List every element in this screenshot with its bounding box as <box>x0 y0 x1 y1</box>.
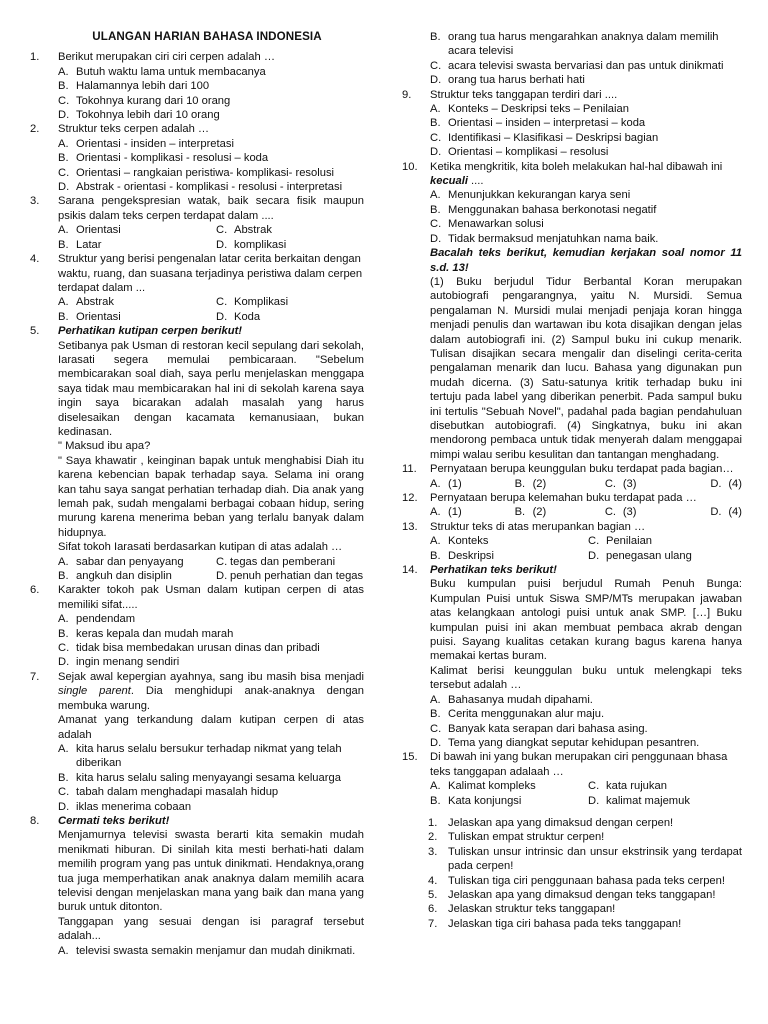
option: C. tabah dalam menghadapi masalah hidup <box>58 786 279 799</box>
option: A. Orientasi <box>58 224 121 237</box>
question-12: 12. Pernyataan berupa kelemahan buku terdapat pada … <box>402 492 697 504</box>
option: B. Halamannya lebih dari 100 <box>58 80 210 93</box>
option: B. Latar <box>58 238 102 251</box>
right-column <box>402 30 742 931</box>
option: D. Tokohnya lebih dari 10 orang <box>58 109 220 122</box>
option: C. Komplikasi <box>216 296 289 309</box>
essay-question: 3. Tuliskan unsur intrinsic dan unsur ekstrinsik yang terdapat pada cerpen! <box>428 845 742 873</box>
question-heading: Cermati teks berikut! <box>58 814 170 827</box>
option: D. Orientasi – komplikasi – resolusi <box>430 146 609 159</box>
question-heading: Perhatikan teks berikut! <box>430 564 557 577</box>
option: D. Tema yang diangkat seputar kehidupan pesantren. <box>430 736 700 749</box>
option-row <box>30 238 364 252</box>
question-15: 15. Di bawah ini yang bukan merupakan ciri penggunaan bhasa teks tanggapan adalaah … <box>402 751 728 778</box>
option-row <box>30 310 364 324</box>
question-13: 13. Struktur teks di atas merupankan bagian … <box>402 520 646 533</box>
question-1: 1. Berikut merupakan ciri ciri cerpen adalah … <box>30 51 276 64</box>
option: C. Tokohnya kurang dari 10 orang <box>58 94 231 107</box>
option: A. (1) <box>430 506 462 519</box>
question-prompt: Tanggapan yang sesuai dengan isi paragraf tersebut adalah... <box>58 915 364 943</box>
essay-question: 6. Jelaskan struktur teks tanggapan! <box>428 903 616 916</box>
question-prompt: Amanat yang terkandung dalam kutipan cerpen di atas adalah <box>58 714 364 741</box>
option-row <box>402 477 742 491</box>
option: B. angkuh dan disiplin <box>58 570 172 583</box>
reading-text: (1) Buku berjudul Tidur Berbantal Koran merupakan autobiografi pengarangnya, yaitu N. Mursidi. Semua pengalaman N. Mursidi mulai menjadi penjaja koran hingga menjadi penulis dan wartawan ibu kota disajikan dengan jelas dalam autobiografi ini. (2) Sampul buku ini cukup menarik. Tulisan disajikan secara mengalir dan diselingi cerita-cerita pengalaman menarik dan lucu. Bahasa yang digunakan pun mudah dicerna. (3) Satu-satunya kritik terhadap buku ini tertuju pada label yang diberikan penerbit. Pada sampul buku ini tertulis "Sebuah Novel", padahal pada bagian pendahuluan disebutkan autobiografi. (4) Singkatnya, buku ini akan mendorong pembaca untuk tidak menyerah dalam menggapai mimpi walau seribu kesulitan dan tantangan menghadang. <box>430 275 742 461</box>
option: D. Tidak bermaksud menjatuhkan nama baik. <box>430 232 659 245</box>
option-row <box>402 794 742 808</box>
question-11: 11. Pernyataan berupa keunggulan buku terdapat pada bagian… <box>402 463 734 476</box>
option: A. televisi swasta semakin menjamur dan mudah dinikmati. <box>58 944 356 957</box>
question-5: 5. Perhatikan kutipan cerpen berikut! <box>30 325 243 338</box>
option: C. Abstrak <box>216 224 272 237</box>
option: B. orang tua harus mengarahkan anaknya dalam memilih acara televisi <box>430 31 719 58</box>
option: D. ingin menang sendiri <box>58 656 180 669</box>
story-excerpt: " Saya khawatir , keinginan bapak untuk menghabisi Diah itu karena kebencian bapak terhadap saya. Selama ini orang kan tahu saya sangat perhatian terhadap diah. Dia anak yang lemah pak, sudah mengalami berbagai cobaan hidup, sering murung karena menerima beban yang terlalu banyak dalam hidupnya. <box>58 454 364 539</box>
option: D. (4) <box>710 477 742 490</box>
text-excerpt: Menjamurnya televisi swasta berarti kita semakin mudah menikmati hiburan. Di sinilah kita mesti berhati-hati dalam memilih program yang pas untuk dinikmati. Hendaknya,orang tua juga memperhatikan anak anaknya dalam memilih acara televisi dengan menjelaskan mana yang baik dan mana yang buruk untuk ditonton. <box>58 829 364 914</box>
option: B. Kata konjungsi <box>430 794 522 807</box>
essay-question: 4. Tuliskan tiga ciri penggunaan bahasa pada teks cerpen! <box>428 874 725 887</box>
reading-heading: Bacalah teks berikut, kemudian kerjakan soal nomor 11 s.d. 13! <box>430 247 742 274</box>
question-heading: Perhatikan kutipan cerpen berikut! <box>58 325 243 338</box>
option: B. Orientasi – insiden – interpretasi – koda <box>430 117 646 130</box>
option-row <box>30 223 364 237</box>
option: D. penuh perhatian dan tegas <box>216 570 364 583</box>
option: D. Abstrak - orientasi - komplikasi - resolusi - interpretasi <box>58 181 343 194</box>
left-column <box>30 0 364 958</box>
option: D. komplikasi <box>216 238 287 251</box>
option: A. Bahasanya mudah dipahami. <box>430 693 593 706</box>
option-row <box>402 779 742 793</box>
page-title: ULANGAN HARIAN BAHASA INDONESIA <box>92 30 322 43</box>
essay-question: 7. Jelaskan tiga ciri bahasa pada teks tanggapan! <box>428 917 682 930</box>
option: C. tegas dan pemberani <box>216 555 336 568</box>
essay-question: 2. Tuliskan empat struktur cerpen! <box>428 831 605 844</box>
option: B. Cerita menggunakan alur maju. <box>430 708 605 721</box>
option: A. Abstrak <box>58 296 114 309</box>
option: A. Butuh waktu lama untuk membacanya <box>58 65 266 78</box>
option: D. iklas menerima cobaan <box>58 800 192 813</box>
option: C. tidak bisa membedakan urusan dinas dan pribadi <box>58 642 320 655</box>
option-row <box>402 534 742 548</box>
option: A. (1) <box>430 477 462 490</box>
option-row <box>30 555 364 569</box>
option: A. Orientasi - insiden – interpretasi <box>58 137 234 150</box>
option: C. (3) <box>604 506 637 519</box>
question-8: 8. Cermati teks berikut! <box>30 814 170 827</box>
story-excerpt: Setibanya pak Usman di restoran kecil sepulang dari sekolah, Iarasati segera memulai pembicaraan. "Sebelum membicarakan soal diah, saya perlu menjelaskan menggapa saya tidak mau membicarakan hal ini di sekolah karena saya ingin saya bicarakan adalah masalah yang harus diselesaikan dengan kacamata kemanusiaan, bukan kedinasan. <box>58 339 364 438</box>
option-row <box>402 505 742 519</box>
option: A. Menunjukkan kekurangan karya seni <box>430 189 631 202</box>
question-7: 7. Sejak awal kepergian ayahnya, sang ibu masih bisa menjadi single parent. Dia menghidupi anak-anaknya dengan membuka warung. <box>30 670 364 712</box>
option: B. Deskripsi <box>430 549 495 562</box>
essay-question: 5. Jelaskan apa yang dimaksud dengan teks tanggapan! <box>428 888 716 901</box>
option: B. keras kepala dan mudah marah <box>58 627 234 640</box>
option: B. Orientasi <box>58 310 121 323</box>
option-row <box>30 295 364 309</box>
option: C. Identifikasi – Klasifikasi – Deskripsi bagian <box>430 131 659 144</box>
option: C. acara televisi swasta bervariasi dan pas untuk dinikmati <box>430 59 724 72</box>
essay-section <box>402 816 742 931</box>
option: D. orang tua harus berhati hati <box>430 74 585 87</box>
option: D. (4) <box>710 506 742 519</box>
story-excerpt: " Maksud ibu apa? <box>58 440 151 453</box>
option: D. penegasan ulang <box>588 549 692 562</box>
option: B. Menggunakan bahasa berkonotasi negatif <box>430 203 657 216</box>
option: C. Orientasi – rangkaian peristiwa- komplikasi- resolusi <box>58 166 335 179</box>
question-2: 2. Struktur teks cerpen adalah … <box>30 123 210 136</box>
text-excerpt: Buku kumpulan puisi berjudul Rumah Penuh Bunga: Kumpulan Puisi untuk Siswa SMP/MTs merupakan jawaban atas kelangkaan antologi puisi untuk anak SMP. […] Buku kumpulan puisi ini akan membuat pembaca akrab dengan puisi. Sayang kualitas cetakan kurang bagus karena hanya memakai kertas buram. <box>430 578 742 663</box>
option: B. Orientasi - komplikasi - resolusi – koda <box>58 152 269 165</box>
option: C. Banyak kata serapan dari bahasa asing. <box>430 722 648 735</box>
option: B. (2) <box>514 506 547 519</box>
option: C. Penilaian <box>588 535 653 548</box>
question-6: 6. Karakter tokoh pak Usman dalam kutipan cerpen di atas memiliki sifat..... <box>30 584 364 611</box>
option: A. Konteks – Deskripsi teks – Penilaian <box>430 103 629 116</box>
option: D. kalimat majemuk <box>588 794 690 807</box>
option: B. kita harus selalu saling menyayangi sesama keluarga <box>58 771 341 784</box>
option-row <box>30 569 364 583</box>
option: D. Koda <box>216 310 261 323</box>
option: B. (2) <box>514 477 547 490</box>
option-row <box>402 549 742 563</box>
question-4: 4. Struktur yang berisi pengenalan latar cerita berkaitan dengan waktu, ruang, dan suasana terjadinya peristiwa dalam cerpen terdapat dalam ... <box>30 253 363 294</box>
option: C. (3) <box>604 477 637 490</box>
option: A. pendendam <box>58 613 136 626</box>
question-14: 14. Perhatikan teks berikut! <box>402 564 557 577</box>
question-10: 10. Ketika mengkritik, kita boleh melakukan hal-hal dibawah ini kecuali .... <box>402 160 723 188</box>
option: C. kata rujukan <box>588 780 667 793</box>
question-prompt: Kalimat berisi keunggulan buku untuk melengkapi teks tersebut adalah … <box>430 664 742 692</box>
essay-question: 1. Jelaskan apa yang dimaksud dengan cerpen! <box>428 816 674 829</box>
question-3: 3. Sarana pengekspresian watak, baik secara fisik maupun psikis dalam teks cerpen terdapat dalam .... <box>30 195 364 222</box>
option: A. sabar dan penyayang <box>58 555 184 568</box>
option: A. Konteks <box>430 535 489 548</box>
question-9: 9. Struktur teks tanggapan terdiri dari .... <box>402 88 618 101</box>
option: C. Menawarkan solusi <box>430 218 544 231</box>
question-prompt: Sifat tokoh Iarasati berdasarkan kutipan di atas adalah … <box>58 541 343 554</box>
option: A. Kalimat kompleks <box>430 780 536 793</box>
option: A. kita harus selalu bersukur terhadap nikmat yang telah diberikan <box>58 742 342 770</box>
